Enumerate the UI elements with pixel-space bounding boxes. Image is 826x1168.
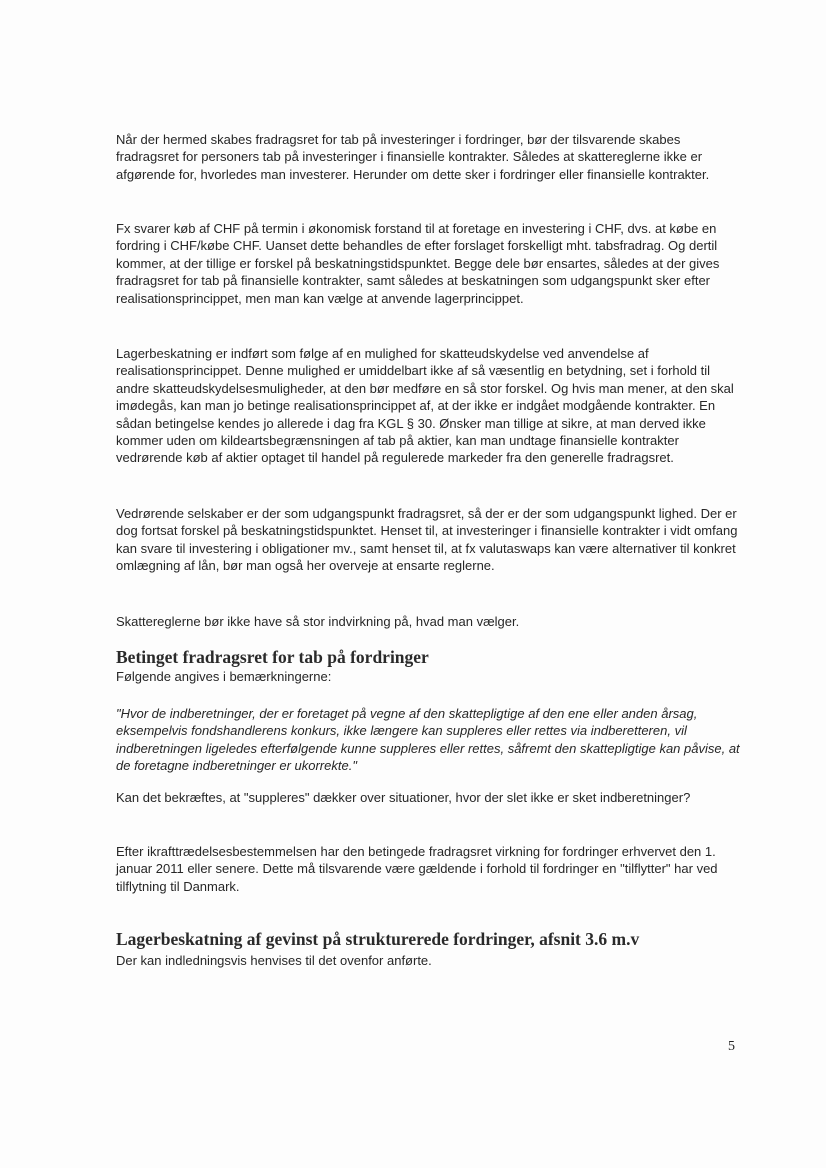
paragraph-bemaerkninger-intro: Følgende angives i bemærkningerne:: [116, 669, 332, 684]
paragraph-selskaber: Vedrørende selskaber er der som udgangspunkt fradragsret, så der er der som udgangspunkt lighed. Der er dog fortsat forskel på beskatningstidspunktet. Henset til, at investeringer i finansielle kontrakter i vidt omfang kan svare til investering i obligationer mv., samt henset til, at fx valutaswaps kan være alternativer til konkret omlægning af lån, bør man også her overveje at ensarte reglerne.: [116, 506, 738, 574]
section-heading-betinget-fradragsret: Betinget fradragsret for tab på fordringer: [116, 647, 429, 667]
paragraph-chf-example: Fx svarer køb af CHF på termin i økonomisk forstand til at foretage en investering i CHF, dvs. at købe en fordring i CHF/købe CHF. Uanset dette behandles de efter forslaget forskelligt mht. tabsfradrag. Og dertil kommer, at der tillige er forskel på beskatningstidspunktet. Begge dele bør ensartes, således at der gives fradragsret for tab på finansielle kontrakter, samt således at beskatningen som udgangspunkt sker efter realisationsprincippet, men man kan vælge at anvende lagerprincippet.: [116, 221, 720, 306]
page-number: 5: [728, 1039, 735, 1054]
paragraph-question-suppleres: Kan det bekræftes, at "suppleres" dækker over situationer, hvor der slet ikke er sket indberetninger?: [116, 790, 691, 805]
quote-bemaerkninger: "Hvor de indberetninger, der er foretaget på vegne af den skattepligtige af den ene eller anden årsag, eksempelvis fondshandlerens konkurs, ikke længere kan suppleres eller rettes via indberetteren, vil indberetningen ligeledes efterfølgende kunne suppleres eller rettes, såfremt den skattepligtige kan påvise, at de foretagne indberetninger er ukorrekte.": [116, 706, 740, 774]
paragraph-lagerbeskatning: Lagerbeskatning er indført som følge af en mulighed for skatteudskydelse ved anvendelse af realisationsprincippet. Denne mulighed er umiddelbart ikke af så væsentlig en betydning, set i forhold til andre skatteudskydelsesmuligheder, at den bør medføre en så stor forskel. Og hvis man mener, at den skal imødegås, kan man jo betinge realisationsprincippet af, at der ikke er indgået modgående kontrakter. En sådan betingelse kendes jo allerede i dag fra KGL § 30. Ønsker man tillige at sikre, at man derved ikke kommer uden om kildeartsbegrænsningen af tab på aktier, kan man undtage finansielle kontrakter vedrørende køb af aktier optaget til handel på regulerede markeder fra den generelle fradragsret.: [116, 346, 734, 466]
paragraph-ikrafttraedelse: Efter ikrafttrædelsesbestemmelsen har den betingede fradragsret virkning for fordringer erhvervet den 1. januar 2011 eller senere. Dette må tilsvarende være gældende i forhold til fordringer en "tilflytter" har ved tilflytning til Danmark.: [116, 844, 718, 894]
paragraph-skatteregler-conclusion: Skattereglerne bør ikke have så stor indvirkning på, hvad man vælger.: [116, 614, 520, 629]
paragraph-fradragsret-fordringer: Når der hermed skabes fradragsret for tab på investeringer i fordringer, bør der tilsvarende skabes fradragsret for personers tab på investeringer i finansielle kontrakter. Således at skattereglerne ikke er afgørende for, hvorledes man investerer. Herunder om dette sker i fordringer eller finansielle kontrakter.: [116, 132, 710, 182]
paragraph-henvisning: Der kan indledningsvis henvises til det ovenfor anførte.: [116, 953, 432, 968]
section-heading-lagerbeskatning-strukturerede: Lagerbeskatning af gevinst på strukturerede fordringer, afsnit 3.6 m.v: [116, 929, 640, 949]
